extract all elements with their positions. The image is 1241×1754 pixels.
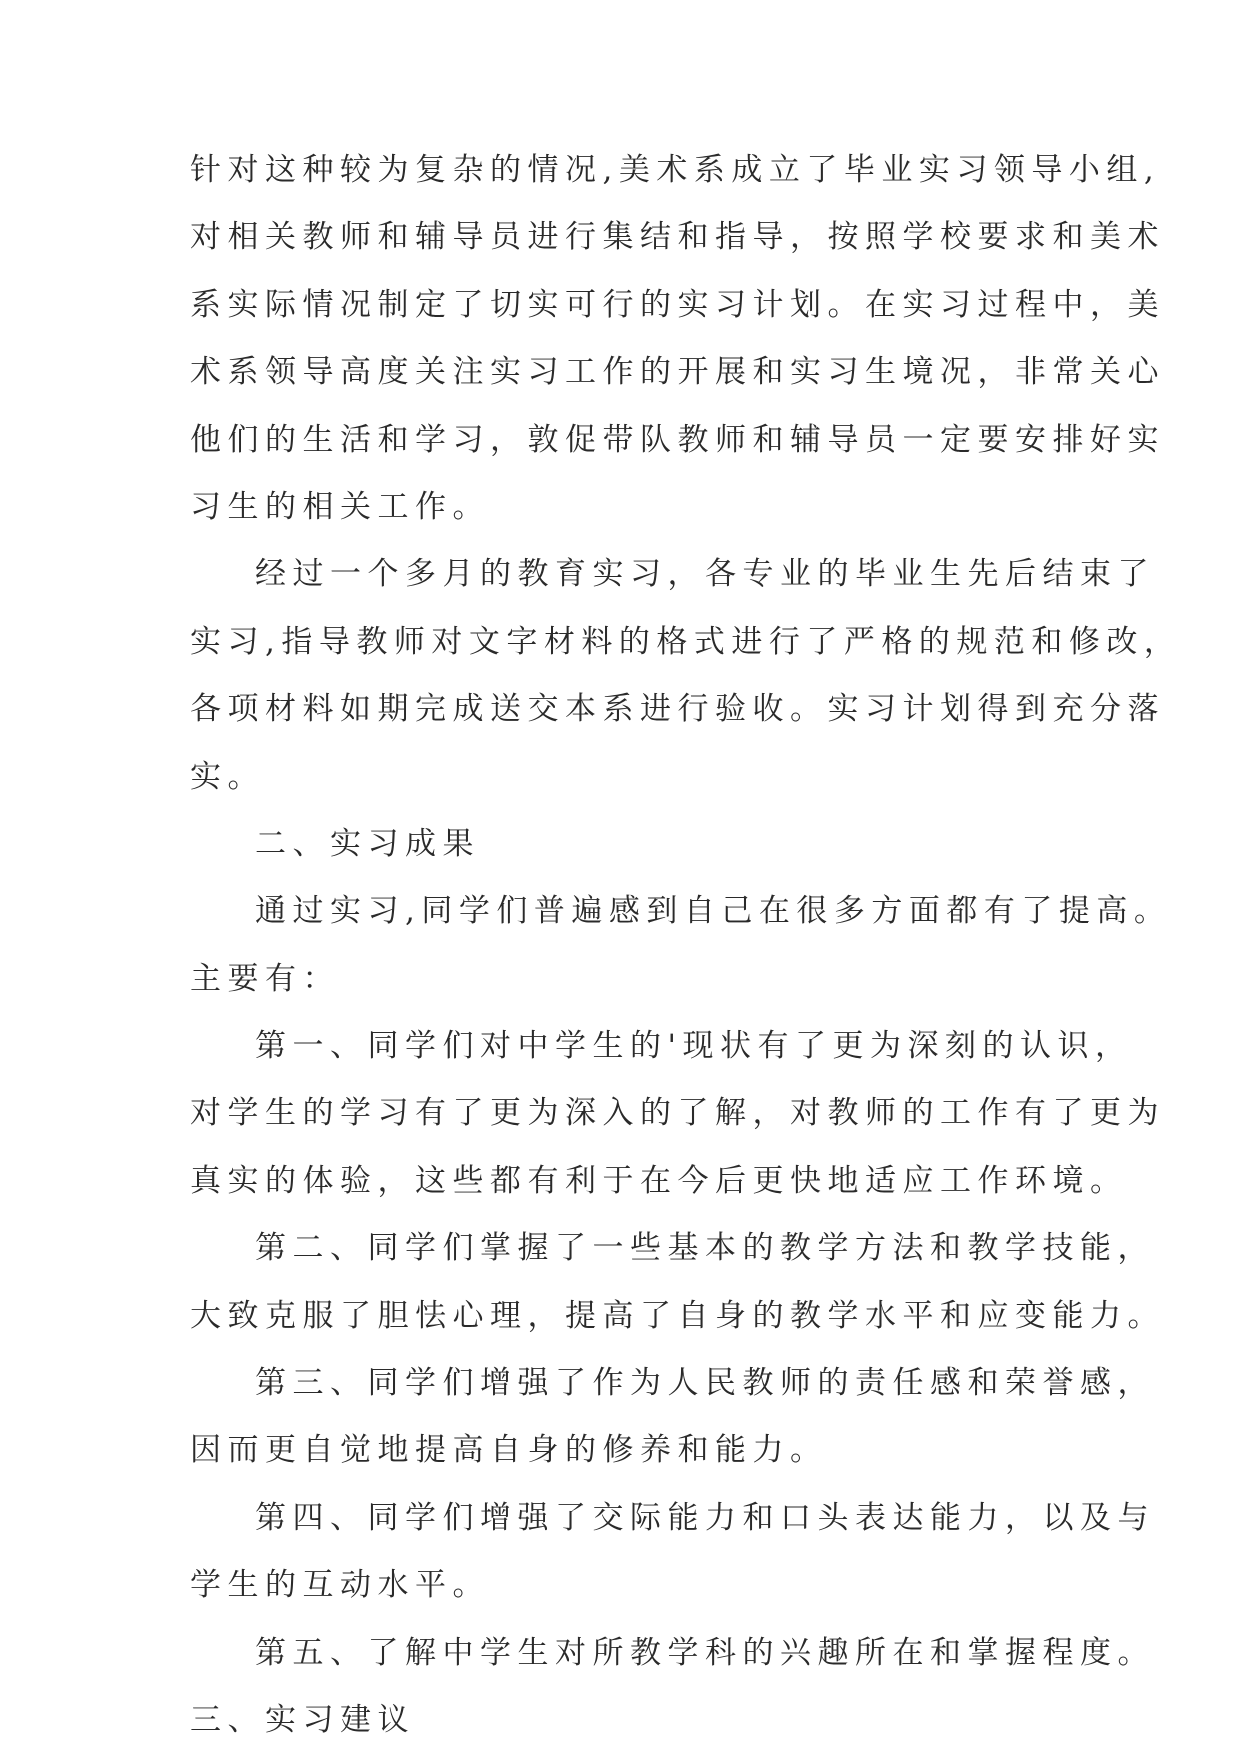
paragraph-start-line: 经过一个多月的教育实习，各专业的毕业生先后结束了 — [255, 556, 1155, 592]
text-line: 真实的体验，这些都有利于在今后更快地适应工作环境。 — [190, 1163, 1128, 1199]
text-line: 术系领导高度关注实习工作的开展和实习生境况，非常关心 — [190, 354, 1165, 390]
text-line: 对相关教师和辅导员进行集结和指导，按照学校要求和美术 — [190, 219, 1165, 255]
text-line: 实习,指导教师对文字材料的格式进行了严格的规范和修改， — [190, 624, 1182, 660]
text-line: 针对这种较为复杂的情况,美术系成立了毕业实习领导小组, — [190, 152, 1161, 188]
paragraph-start-line: 第四、同学们增强了交际能力和口头表达能力，以及与 — [255, 1500, 1155, 1536]
text-line: 因而更自觉地提高自身的修养和能力。 — [190, 1432, 828, 1468]
paragraph-start-line: 第三、同学们增强了作为人民教师的责任感和荣誉感， — [255, 1365, 1155, 1401]
text-line: 大致克服了胆怯心理，提高了自身的教学水平和应变能力。 — [190, 1298, 1165, 1334]
text-line: 实。 — [190, 759, 265, 795]
text-line: 对学生的学习有了更为深入的了解，对教师的工作有了更为 — [190, 1095, 1165, 1131]
text-line: 主要有： — [190, 961, 340, 997]
text-line: 各项材料如期完成送交本系进行验收。实习计划得到充分落 — [190, 691, 1165, 727]
paragraph-start-line: 通过实习,同学们普遍感到自己在很多方面都有了提高。 — [255, 893, 1172, 929]
text-line: 习生的相关工作。 — [190, 489, 490, 525]
text-line: 学生的互动水平。 — [190, 1567, 490, 1603]
text-line: 系实际情况制定了切实可行的实习计划。在实习过程中，美 — [190, 287, 1165, 323]
section-heading: 三、实习建议 — [190, 1702, 415, 1738]
paragraph-start-line: 第二、同学们掌握了一些基本的教学方法和教学技能， — [255, 1230, 1155, 1266]
text-line: 他们的生活和学习，敦促带队教师和辅导员一定要安排好实 — [190, 422, 1165, 458]
paragraph-start-line: 第一、同学们对中学生的'现状有了更为深刻的认识， — [255, 1028, 1133, 1064]
section-heading: 二、实习成果 — [255, 826, 480, 862]
paragraph-start-line: 第五、了解中学生对所教学科的兴趣所在和掌握程度。 — [255, 1635, 1155, 1671]
